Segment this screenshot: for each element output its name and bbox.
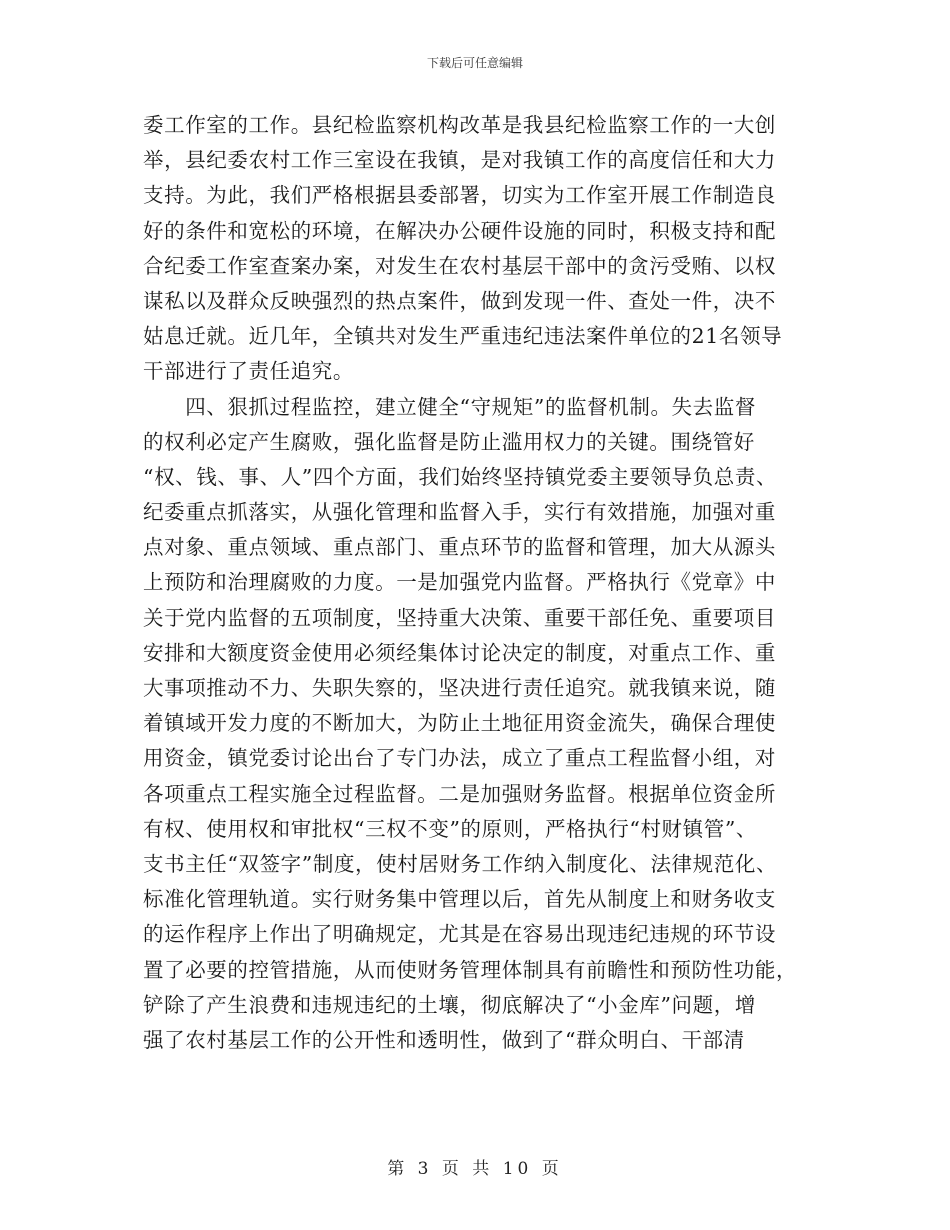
text-line: 大事项推动不力、失职失察的，坚决进行责任追究。就我镇来说，随 (143, 676, 776, 700)
text-line: 的运作程序上作出了明确规定，尤其是在容易出现违纪违规的环节设 (143, 922, 776, 947)
text-line: 干部进行了责任追究。 (143, 359, 354, 384)
page-header-note: 下载后可任意编辑 (426, 56, 523, 70)
text-line: 谋私以及群众反映强烈的热点案件，做到发现一件、查处一件，决不 (143, 288, 776, 313)
text-line: 铲除了产生浪费和违规违纪的土壤，彻底解决了“小金库”问题，增 (143, 992, 756, 1017)
text-line: 举，县纪委农村工作三室设在我镇，是对我镇工作的高度信任和大力 (143, 148, 776, 173)
text-line: 纪委重点抓落实，从强化管理和监督入手，实行有效措施，加强对重 (143, 500, 776, 525)
text-line: 标准化管理轨道。实行财务集中管理以后，首先从制度上和财务收支 (143, 887, 776, 912)
paragraph-1 (143, 108, 809, 390)
text-line: 有权、使用权和审批权“三权不变”的原则，严格执行“村财镇管”、 (143, 816, 758, 841)
paragraph-2 (143, 390, 809, 1059)
text-line: 点对象、重点领域、重点部门、重点环节的监督和管理，加大从源头 (143, 535, 776, 560)
text-line: 四、狠抓过程监控，建立健全“守规矩”的监督机制。失去监督 (143, 394, 756, 419)
text-line: 合纪委工作室查案办案，对发生在农村基层干部中的贪污受贿、以权 (143, 253, 776, 278)
text-line: 支持。为此，我们严格根据县委部署，切实为工作室开展工作制造良 (143, 183, 776, 208)
text-line: 姑息迁就。近几年，全镇共对发生严重违纪违法案件单位的21名领导 (143, 324, 783, 349)
text-line: 着镇域开发力度的不断加大，为防止土地征用资金流失，确保合理使 (143, 711, 776, 736)
document-body (143, 108, 809, 1058)
text-line: 的权利必定产生腐败，强化监督是防止滥用权力的关键。围绕管好 (143, 429, 755, 454)
text-line: 用资金，镇党委讨论出台了专门办法，成立了重点工程监督小组，对 (143, 746, 776, 771)
text-line: 关于党内监督的五项制度，坚持重大决策、重要干部任免、重要项目 (143, 605, 776, 630)
page-number: 第 3 页 共 10 页 (387, 1159, 563, 1179)
text-line: 安排和大额度资金使用必须经集体讨论决定的制度，对重点工作、重 (143, 640, 776, 665)
text-line: “权、钱、事、人”四个方面，我们始终坚持镇党委主要领导负总责、 (143, 464, 778, 489)
text-line: 强了农村基层工作的公开性和透明性，做到了“群众明白、干部清 (143, 1027, 745, 1052)
text-line: 上预防和治理腐败的力度。一是加强党内监督。严格执行《党章》中 (143, 570, 776, 595)
text-line: 好的条件和宽松的环境，在解决办公硬件设施的同时，积极支持和配 (143, 218, 776, 243)
text-line: 支书主任“双签字”制度，使村居财务工作纳入制度化、法律规范化、 (143, 851, 778, 876)
text-line: 各项重点工程实施全过程监督。二是加强财务监督。根据单位资金所 (143, 781, 776, 806)
text-line: 置了必要的控管措施，从而使财务管理体制具有前瞻性和预防性功能， (143, 957, 798, 982)
text-line: 委工作室的工作。县纪检监察机构改革是我县纪检监察工作的一大创 (143, 113, 776, 137)
